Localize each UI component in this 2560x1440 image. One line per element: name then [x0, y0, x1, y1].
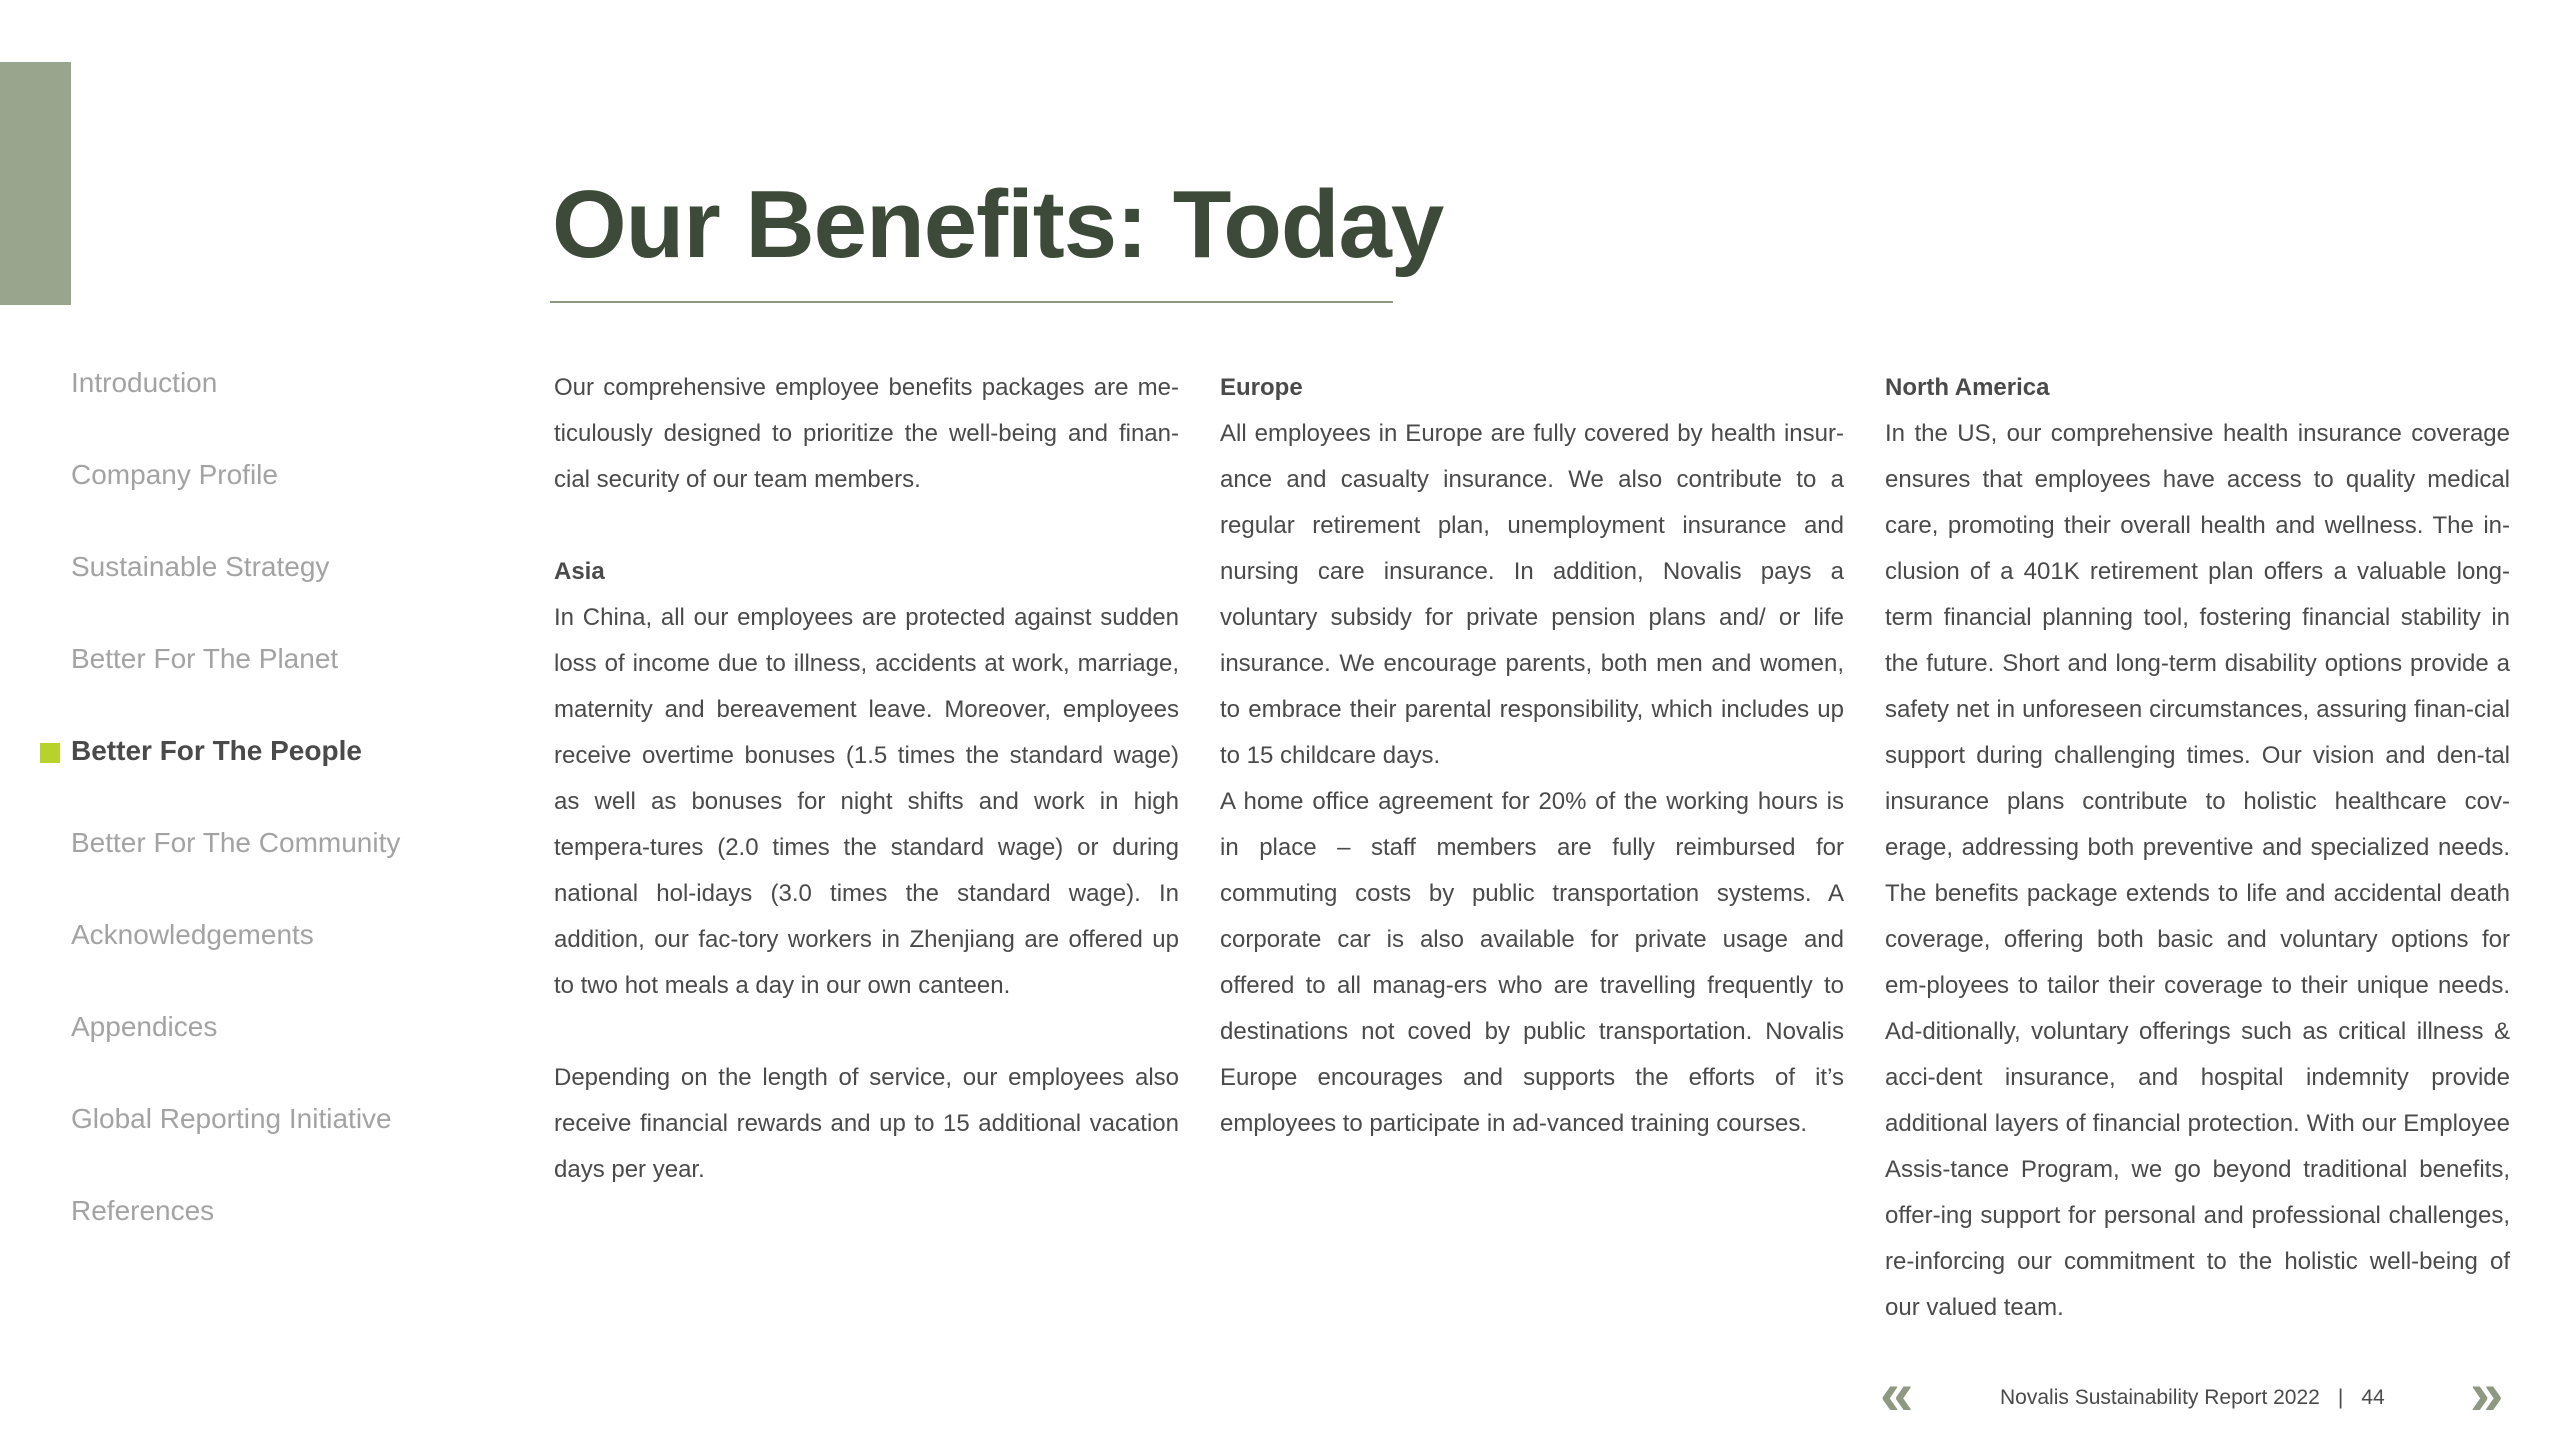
- previous-page-icon[interactable]: «: [1880, 1360, 1914, 1427]
- north-america-paragraph: In the US, our comprehensive health insurance coverage ensures that employees have access to quality medical care, promoting their overall health and wellness. The in-clusion of a 401K retirement plan offers a valuable long-term financial planning tool, fostering financial stability in the future. Short and long-term disability options provide a safety net in unforeseen circumstances, assuring finan-cial support during challenging times. Our vision and den-tal insurance plans contribute to holistic healthcare cov-erage, addressing both preventive and specialized needs. The benefits package extends to life and accidental death coverage, offering both basic and voluntary options for em-ployees to tailor their coverage to their unique needs. Ad-ditionally, voluntary offerings such as critical illness & acci-dent insurance, and hospital indemnity provide additional layers of financial protection. With our Employee Assis-tance Program, we go beyond traditional benefits, offer-ing support for personal and professional challenges, re-inforcing our commitment to the holistic well-being of our valued team.: [1885, 420, 2510, 1321]
- north-america-heading: North America: [1885, 374, 2050, 401]
- europe-paragraph-1: All employees in Europe are fully covered by health insur-ance and casualty insurance. We also contribute to a regular retirement plan, unemployment insurance and nursing care insurance. In addition, Novalis pays a voluntary subsidy for private pension plans and/ or life insurance. We encourage parents, both men and women, to embrace their parental responsibility, which includes up to 15 childcare days.: [1220, 420, 1844, 769]
- column-europe: [1220, 365, 1844, 1147]
- sidebar-item-company-profile[interactable]: Company Profile: [71, 459, 278, 490]
- footer-separator: |: [2337, 1386, 2344, 1409]
- sidebar-item-appendices[interactable]: Appendices: [71, 1011, 218, 1042]
- asia-heading: Asia: [554, 558, 605, 585]
- sidebar-item-acknowledgements[interactable]: Acknowledgements: [71, 919, 314, 950]
- sidebar-item-better-for-the-community[interactable]: Better For The Community: [71, 827, 401, 858]
- active-item-marker: [40, 743, 60, 763]
- page-title: Our Benefits: Today: [552, 171, 1444, 278]
- intro-paragraph: Our comprehensive employee benefits packages are me-ticulously designed to prioritize the well-being and finan-cial security of our team members.: [554, 374, 1179, 493]
- page-footer: [0, 1360, 2560, 1428]
- sidebar-item-global-reporting-initiative[interactable]: Global Reporting Initiative: [71, 1103, 392, 1134]
- report-title: Novalis Sustainability Report 2022: [2000, 1386, 2320, 1409]
- sidebar-item-sustainable-strategy[interactable]: Sustainable Strategy: [71, 551, 330, 582]
- next-page-icon[interactable]: »: [2470, 1360, 2504, 1427]
- asia-paragraph-1: In China, all our employees are protected against sudden loss of income due to illness, accidents at work, marriage, maternity and bereavement leave. Moreover, employees receive overtime bonuses (1.5 times the standard wage) as well as bonuses for night shifts and work in high tempera-tures (2.0 times the standard wage) or during national hol-idays (3.0 times the standard wage). In addition, our fac-tory workers in Zhenjiang are offered up to two hot meals a day in our own canteen.: [554, 604, 1179, 999]
- column-north-america: [1885, 365, 2510, 1331]
- sidebar-item-introduction[interactable]: Introduction: [71, 367, 218, 398]
- europe-paragraph-2: A home office agreement for 20% of the working hours is in place – staff members are fully reimbursed for commuting costs by public transportation systems. A corporate car is also available for private usage and offered to all manag-ers who are travelling frequently to destinations not coved by public transportation. Novalis Europe encourages and supports the efforts of it’s employees to participate in ad-vanced training courses.: [1220, 788, 1844, 1137]
- sidebar-item-references[interactable]: References: [71, 1195, 215, 1226]
- asia-paragraph-2: Depending on the length of service, our employees also receive financial rewards and up to 15 additional vacation days per year.: [554, 1064, 1179, 1183]
- sidebar-item-better-for-the-people[interactable]: Better For The People: [71, 735, 362, 766]
- accent-block: [0, 62, 71, 305]
- page-number: 44: [2361, 1386, 2385, 1409]
- column-intro-asia: [554, 365, 1179, 1193]
- sidebar-item-better-for-the-planet[interactable]: Better For The Planet: [71, 643, 339, 674]
- title-underline: [550, 301, 1393, 303]
- europe-heading: Europe: [1220, 374, 1303, 401]
- footer-info: [2000, 1384, 2385, 1412]
